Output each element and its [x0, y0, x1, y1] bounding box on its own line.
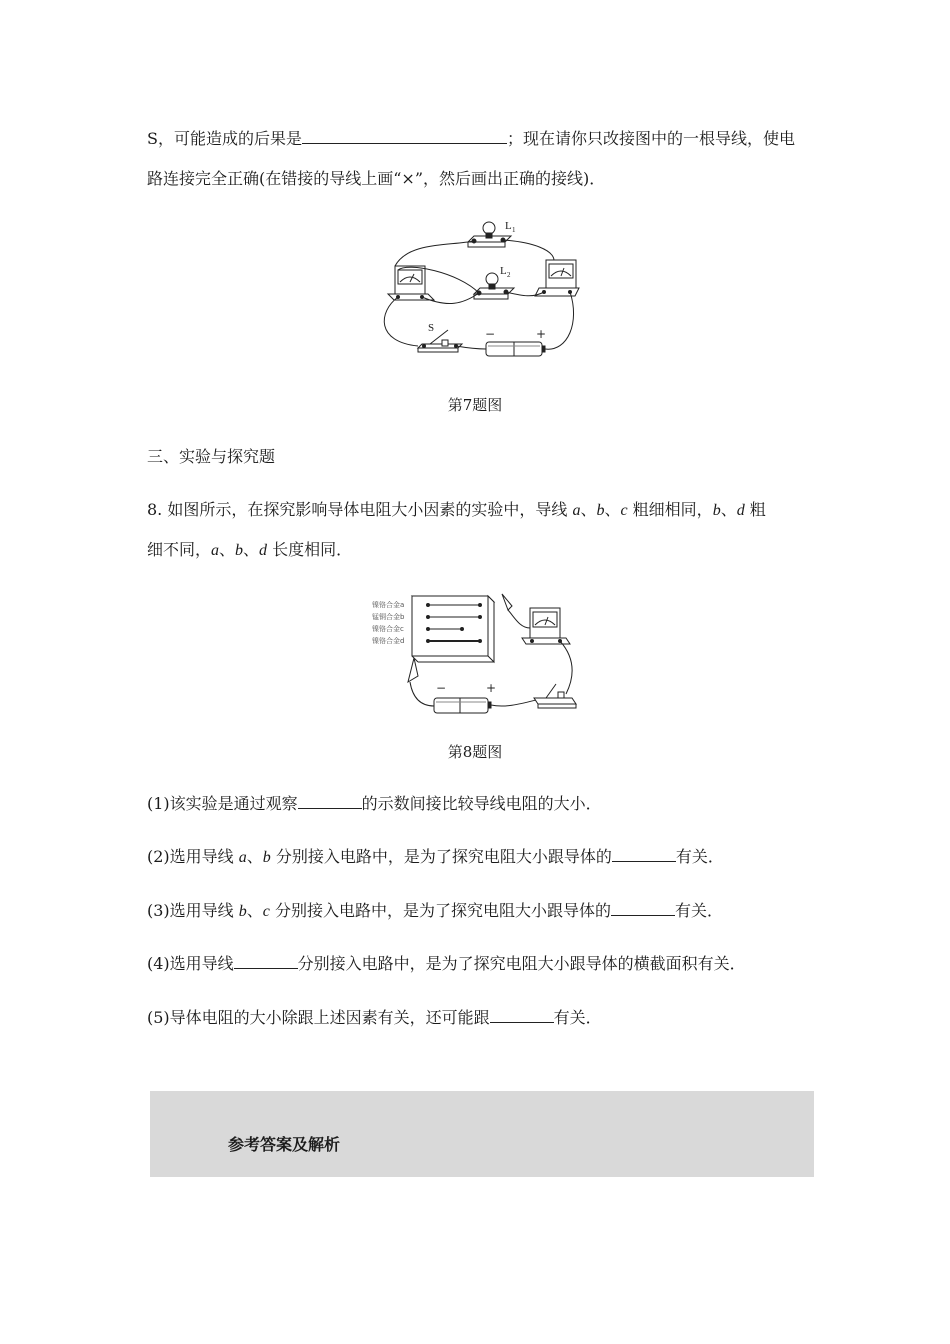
- q8-sep: 、: [604, 500, 621, 519]
- q8-sep: 、: [580, 500, 597, 519]
- var-a: a: [211, 542, 220, 559]
- var-b: b: [235, 542, 244, 559]
- answer-section-box: [150, 1091, 814, 1177]
- var-c: c: [262, 903, 270, 920]
- q8-line-2: [147, 539, 352, 562]
- q8-sub-text: (3)选用导线: [147, 901, 239, 920]
- battery-minus-label: −: [485, 327, 496, 341]
- q8-sub-text: 分别接入电路中，是为了探究电阻大小跟导体的: [270, 847, 612, 866]
- q8-sub-text: 有关．: [674, 901, 723, 920]
- bulb-l2-label: L: [500, 265, 507, 277]
- battery-plus-label: +: [486, 681, 497, 695]
- var-b: b: [262, 849, 271, 866]
- q8-sub-text: 分别接入电路中，是为了探究电阻大小跟导体的横截面积有关．: [297, 954, 746, 973]
- wire-board-icon: [412, 596, 494, 662]
- q8-sep: 、: [243, 540, 260, 559]
- wire-label-b: 锰铜合金b: [372, 613, 405, 621]
- battery-icon: [486, 342, 545, 356]
- q7-text: S，可能造成的后果是: [147, 129, 302, 148]
- voltmeter-icon: [388, 266, 434, 300]
- q8-sub-text: 有关．: [675, 847, 724, 866]
- q8-sep: 、: [246, 847, 263, 866]
- var-b: b: [596, 502, 605, 519]
- q8-line-1: [147, 499, 766, 522]
- q8-sub-text: 的示数间接比较导线电阻的大小．: [361, 794, 602, 813]
- q7-line-2: 路连接完全正确(在错接的导线上画“×”，然后画出正确的接线)．: [147, 169, 606, 188]
- bulb-l2-sub: 2: [507, 271, 511, 279]
- q8-sub3-blank[interactable]: [611, 900, 675, 916]
- q8-sub-2: [147, 846, 724, 869]
- switch-icon: [418, 330, 462, 352]
- q7-circuit-figure: [368, 212, 583, 370]
- q8-sub-5: [147, 1007, 602, 1029]
- clip-arrow-icon: [502, 594, 512, 610]
- q8-sub-text: 有关．: [553, 1008, 602, 1027]
- q8-sub2-blank[interactable]: [612, 846, 676, 862]
- bulb-l1-sub: 1: [512, 226, 516, 234]
- var-d: d: [736, 502, 745, 519]
- q8-sub1-blank[interactable]: [298, 793, 362, 809]
- q8-sub-1: [147, 793, 602, 815]
- q8-text: 粗: [744, 500, 766, 519]
- q8-sub4-blank[interactable]: [234, 953, 298, 969]
- q7-text: ；现在请你只改接图中的一根导线，使电: [506, 129, 795, 148]
- wire-label-a: 镍铬合金a: [372, 601, 405, 609]
- clip-arrow-icon: [408, 658, 418, 682]
- switch-label: S: [428, 322, 435, 334]
- q8-sub-text: (2)选用导线: [147, 847, 239, 866]
- q8-circuit-figure: [370, 588, 580, 718]
- var-b: b: [238, 903, 247, 920]
- var-c: c: [620, 502, 628, 519]
- q8-text: 粗细相同，: [627, 500, 713, 519]
- bulb-l1-label: L: [505, 220, 512, 232]
- battery-minus-label: −: [436, 681, 447, 695]
- var-a: a: [572, 502, 581, 519]
- var-d: d: [259, 542, 268, 559]
- q8-text: 8. 如图所示，在探究影响导体电阻大小因素的实验中，导线: [147, 500, 573, 519]
- wire-label-d: 镍铬合金d: [372, 637, 405, 645]
- q8-sub-text: (4)选用导线: [147, 954, 234, 973]
- q8-sub-text: (1)该实验是通过观察: [147, 794, 298, 813]
- q8-sub-3: [147, 900, 723, 923]
- ammeter-icon: [535, 260, 579, 296]
- battery-plus-label: +: [536, 327, 547, 341]
- q8-sep: 、: [720, 500, 737, 519]
- battery-icon: [434, 698, 491, 713]
- q8-sep: 、: [219, 540, 236, 559]
- q8-text: 长度相同．: [267, 540, 353, 559]
- section-3-title: 三、实验与探究题: [147, 447, 276, 466]
- q8-sub-text: 分别接入电路中，是为了探究电阻大小跟导体的: [269, 901, 611, 920]
- var-b: b: [712, 502, 721, 519]
- answer-section-title: 参考答案及解析: [228, 1135, 341, 1154]
- q7-caption: 第7题图: [447, 396, 503, 414]
- q8-sub-4: [147, 953, 746, 975]
- q7-line-1: [147, 128, 795, 150]
- switch-icon: [534, 684, 576, 708]
- var-a: a: [238, 849, 247, 866]
- q8-sep: 、: [246, 901, 263, 920]
- q8-sub5-blank[interactable]: [490, 1007, 554, 1023]
- wire-label-c: 镍铬合金c: [372, 625, 404, 633]
- q8-text: 细不同，: [147, 540, 212, 559]
- q8-caption: 第8题图: [447, 743, 503, 761]
- q7-answer-blank[interactable]: [302, 128, 507, 144]
- q8-sub-text: (5)导体电阻的大小除跟上述因素有关，还可能跟: [147, 1008, 490, 1027]
- ammeter-icon: [522, 608, 570, 644]
